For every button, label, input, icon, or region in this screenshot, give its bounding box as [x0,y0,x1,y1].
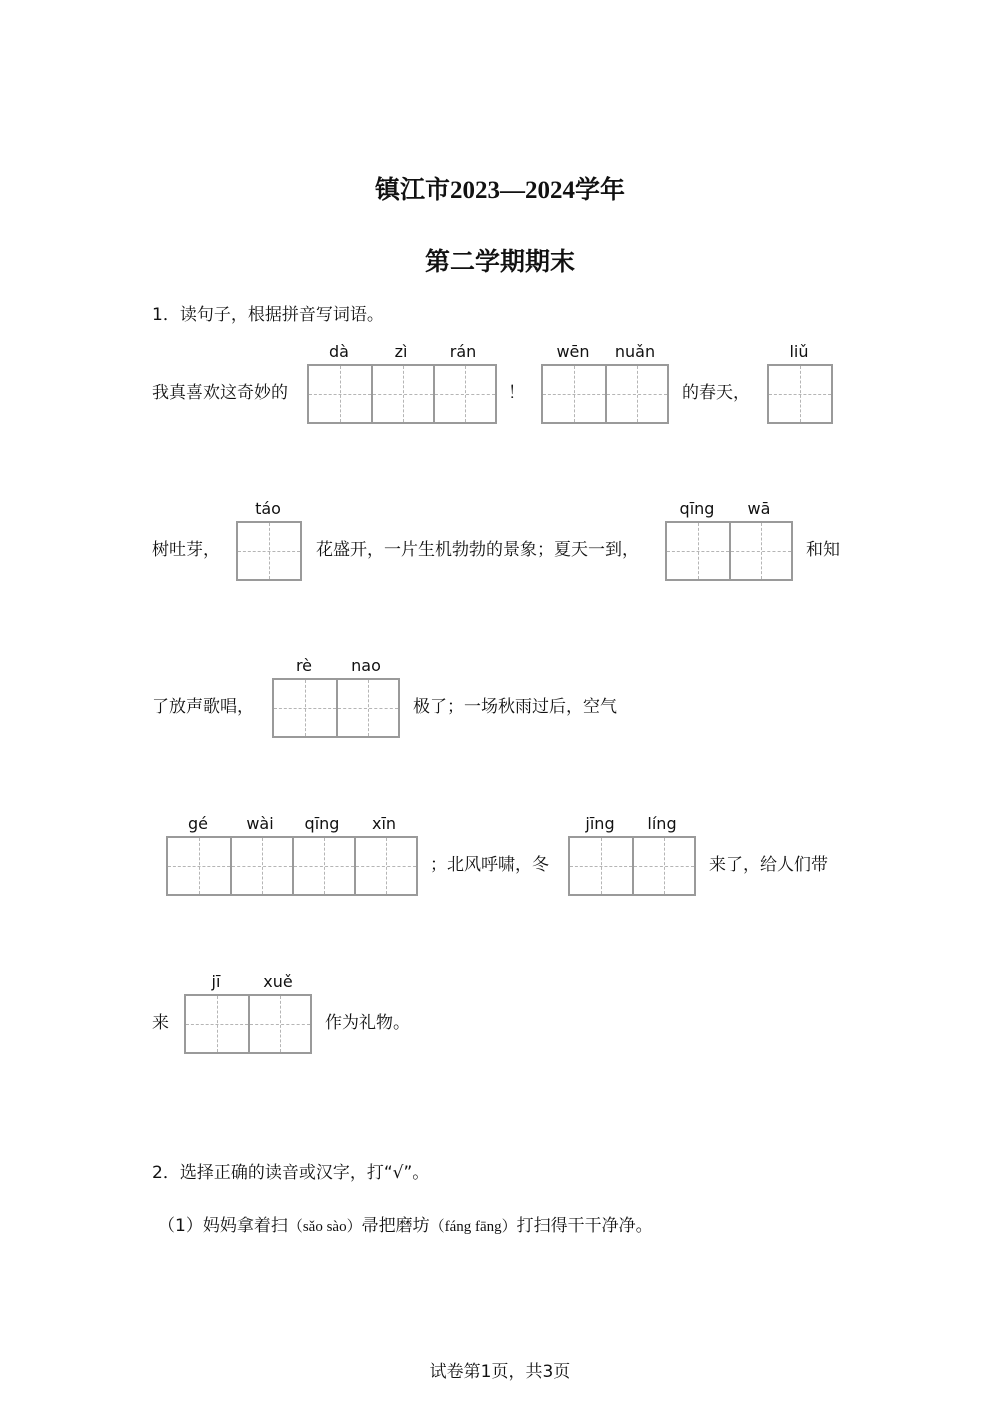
sentence-text: 来了，给人们带 [709,855,828,875]
pinyin-label: táo [255,499,281,518]
writing-cell[interactable] [238,523,300,579]
pinyin-label: gé [188,814,208,833]
writing-cell[interactable] [168,838,230,894]
sentence-text: 了放声歌唱， [152,697,254,717]
item-text: 打扫得干干净净。 [516,1216,653,1236]
sentence-text: 的春天， [682,383,750,403]
pinyin-options[interactable]: （sǎo sào） [287,1219,362,1235]
target-char: 坊 [412,1216,430,1236]
writing-grid-gewaiqingxin[interactable] [166,836,418,896]
sentence-text: 树吐芽， [152,540,220,560]
sentence-text: ；北风呼啸，冬 [430,855,549,875]
writing-cell[interactable] [433,366,495,422]
writing-grid-renao[interactable] [272,678,400,738]
pinyin-label: liǔ [789,342,809,361]
pinyin-label: qīng [679,499,715,518]
writing-cell[interactable] [309,366,371,422]
writing-cell[interactable] [186,996,248,1052]
writing-cell[interactable] [667,523,729,579]
sentence-text: 作为礼物。 [325,1013,410,1033]
question-2-item-1 [158,1216,653,1237]
page-subtitle: 第二学期期末 [424,249,575,276]
sentence-text: 来 [152,1013,169,1033]
sentence-text: 和知 [806,540,840,560]
writing-cell[interactable] [570,838,632,894]
pinyin-options[interactable]: （fáng fāng） [429,1219,517,1235]
item-text: 妈妈拿着 [202,1216,271,1236]
page-footer: 试卷第1页，共3页 [429,1362,571,1382]
sentence-text: 极了；一场秋雨过后，空气 [413,697,617,717]
writing-grid-jingling[interactable] [568,836,696,896]
writing-cell[interactable] [729,523,791,579]
pinyin-label: nuǎn [614,342,656,361]
writing-cell[interactable] [336,680,398,736]
writing-cell[interactable] [543,366,605,422]
question-2-heading: 2．选择正确的读音或汉字，打“√”。 [152,1163,430,1183]
pinyin-label: zì [394,342,408,361]
pinyin-label: rè [295,656,313,675]
pinyin-label: wā [747,499,771,518]
writing-grid-wennuan[interactable] [541,364,669,424]
question-1-heading: 1．读句子，根据拼音写词语。 [152,305,384,325]
pinyin-label: jī [211,972,221,991]
pinyin-label: xīn [371,814,397,833]
pinyin-label: rán [449,342,477,361]
sentence-text: 我真喜欢这奇妙的 [152,383,288,403]
writing-grid-tao[interactable] [236,521,302,581]
writing-cell[interactable] [632,838,694,894]
writing-grid-qingwa[interactable] [665,521,793,581]
sentence-text: ！ [508,383,525,403]
writing-grid-liu[interactable] [767,364,833,424]
writing-grid-jixue[interactable] [184,994,312,1054]
writing-cell[interactable] [769,366,831,422]
writing-cell[interactable] [248,996,310,1052]
page-title: 镇江市2023—2024学年 [374,177,625,204]
pinyin-label: dà [329,342,349,361]
pinyin-label: xuě [263,972,293,991]
pinyin-label: líng [647,814,677,833]
writing-cell[interactable] [371,366,433,422]
item-number: （1） [158,1216,203,1236]
pinyin-label: wài [246,814,274,833]
writing-grid-dazirang[interactable] [307,364,497,424]
writing-cell[interactable] [274,680,336,736]
writing-cell[interactable] [605,366,667,422]
pinyin-label: nao [351,656,381,675]
pinyin-label: jīng [585,814,615,833]
writing-cell[interactable] [292,838,354,894]
pinyin-label: qīng [304,814,340,833]
writing-cell[interactable] [354,838,416,894]
sentence-text: 花盛开，一片生机勃勃的景象；夏天一到， [316,540,639,560]
target-char: 扫 [270,1216,288,1236]
item-text: 帚把磨 [361,1216,413,1236]
writing-cell[interactable] [230,838,292,894]
pinyin-label: wēn [556,342,590,361]
